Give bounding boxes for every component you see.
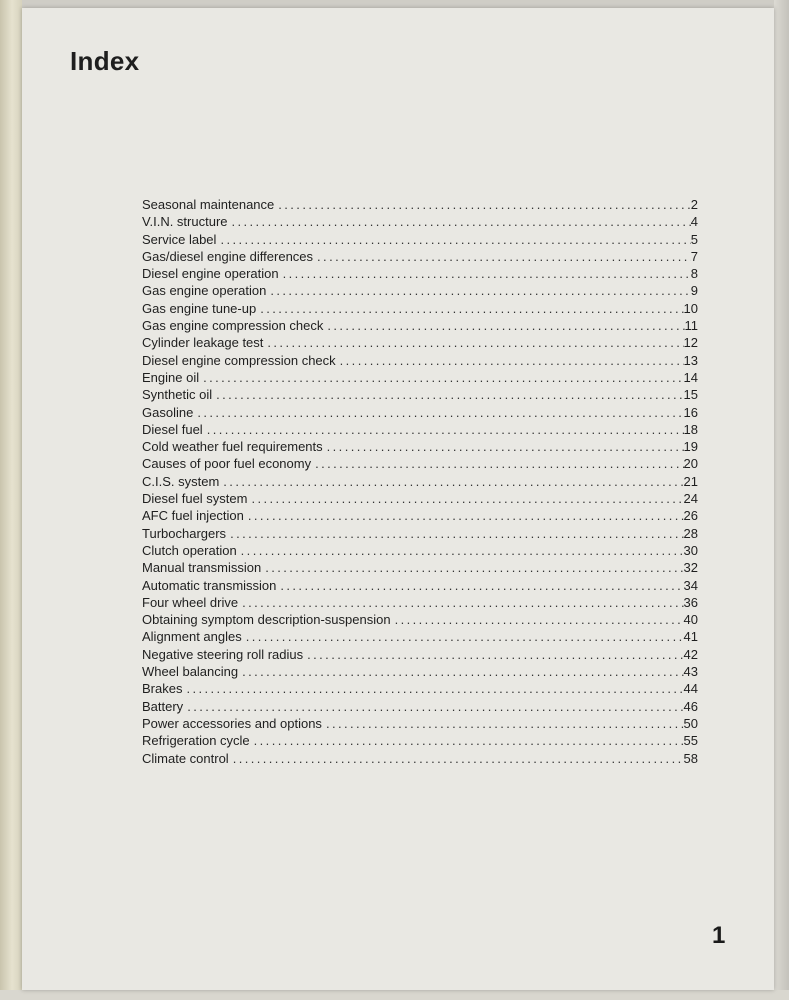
index-entry[interactable]	[142, 421, 698, 438]
index-entry[interactable]	[142, 248, 698, 265]
index-entry-label: Diesel engine compression check	[142, 352, 336, 368]
dot-leader	[220, 231, 690, 248]
index-entry-label: Battery	[142, 698, 184, 714]
index-entry[interactable]	[142, 282, 698, 299]
index-entry-label: Wheel balancing	[142, 664, 239, 680]
index-entry-page: 41	[683, 629, 698, 645]
index-entry[interactable]	[142, 559, 698, 576]
dot-leader	[242, 663, 683, 680]
dot-leader	[278, 196, 691, 213]
index-entry-label: Refrigeration cycle	[142, 733, 250, 749]
index-entry-label: Climate control	[142, 750, 229, 766]
binding-spine	[0, 0, 22, 1000]
index-entry-label: Synthetic oil	[142, 387, 213, 403]
index-entry[interactable]	[142, 594, 698, 611]
dot-leader	[254, 732, 684, 749]
index-entry-page: 42	[683, 646, 698, 662]
dot-leader	[265, 559, 683, 576]
index-entry-label: Seasonal maintenance	[142, 197, 275, 212]
index-entry-page: 28	[683, 525, 698, 541]
index-entry[interactable]	[142, 196, 698, 213]
dot-leader	[223, 473, 683, 490]
index-entry-page: 10	[683, 300, 698, 316]
page-edge-right	[774, 0, 789, 1000]
dot-leader	[203, 369, 683, 386]
index-entry-page: 55	[683, 733, 698, 749]
index-entry-page: 50	[683, 715, 698, 731]
index-entry-label: Diesel engine operation	[142, 266, 279, 282]
index-entry-label: Diesel fuel system	[142, 491, 248, 507]
index-entry-page: 12	[683, 335, 698, 351]
dot-leader	[186, 680, 683, 697]
index-entry-page: 58	[683, 750, 698, 766]
dot-leader	[232, 213, 691, 230]
dot-leader	[197, 404, 683, 421]
index-entry[interactable]	[142, 334, 698, 351]
index-entry-page: 32	[683, 560, 698, 576]
page-title: Index	[70, 46, 140, 76]
dot-leader	[326, 715, 684, 732]
index-entry-label: Alignment angles	[142, 629, 242, 645]
index-entry-page: 34	[683, 577, 698, 593]
dot-leader	[260, 300, 683, 317]
dot-leader	[246, 628, 684, 645]
dot-leader	[317, 248, 691, 265]
index-entry[interactable]	[142, 231, 698, 248]
dot-leader	[187, 698, 683, 715]
index-entry-label: Power accessories and options	[142, 715, 322, 731]
index-entry-page: 26	[683, 508, 698, 524]
index-entry[interactable]	[142, 455, 698, 472]
index-entry[interactable]	[142, 680, 698, 697]
index-entry-label: Diesel fuel	[142, 421, 203, 437]
dot-leader	[327, 317, 684, 334]
index-entry-label: Gas engine compression check	[142, 318, 324, 334]
index-entry-page: 44	[683, 681, 698, 697]
index-entry[interactable]	[142, 300, 698, 317]
index-entry-label: Engine oil	[142, 369, 200, 385]
index-entry[interactable]	[142, 698, 698, 715]
index-entry-label: Obtaining symptom description-suspension	[142, 612, 391, 628]
index-entry-label: Causes of poor fuel economy	[142, 456, 312, 472]
dot-leader	[280, 577, 683, 594]
index-entry[interactable]	[142, 386, 698, 403]
index-entry-label: Cold weather fuel requirements	[142, 439, 323, 455]
dot-leader	[241, 542, 684, 559]
index-entry[interactable]	[142, 213, 698, 230]
index-entry[interactable]	[142, 525, 698, 542]
index-entry-page: 15	[683, 387, 698, 403]
index-entry-page: 24	[683, 491, 698, 507]
index-entry-page: 21	[683, 473, 698, 489]
index-entry-page: 43	[683, 664, 698, 680]
index-entry[interactable]	[142, 663, 698, 680]
dot-leader	[230, 525, 683, 542]
index-entry-page: 7	[690, 248, 698, 264]
index-entry-label: AFC fuel injection	[142, 508, 244, 524]
index-list	[142, 196, 698, 767]
dot-leader	[248, 507, 684, 524]
dot-leader	[251, 490, 683, 507]
index-entry-label: Manual transmission	[142, 560, 262, 576]
index-entry-page: 4	[690, 214, 698, 230]
dot-leader	[315, 455, 683, 472]
index-entry[interactable]	[142, 715, 698, 732]
index-entry[interactable]	[142, 577, 698, 594]
page-edge-bottom	[0, 990, 789, 1000]
index-entry-page: 16	[683, 404, 698, 420]
index-entry-page: 30	[683, 542, 698, 558]
dot-leader	[216, 386, 683, 403]
index-entry-page: 46	[683, 698, 698, 714]
index-entry[interactable]	[142, 542, 698, 559]
index-entry-label: Negative steering roll radius	[142, 646, 304, 662]
index-entry-label: Gas/diesel engine differences	[142, 248, 314, 264]
index-entry-label: Service label	[142, 231, 217, 247]
index-entry-label: Cylinder leakage test	[142, 335, 264, 351]
index-entry[interactable]	[142, 611, 698, 628]
index-entry[interactable]	[142, 438, 698, 455]
index-entry[interactable]	[142, 732, 698, 749]
index-entry-page: 11	[684, 318, 698, 334]
index-entry-label: Turbochargers	[142, 525, 227, 541]
index-entry[interactable]	[142, 265, 698, 282]
index-entry-label: Brakes	[142, 681, 183, 697]
index-entry-page: 5	[690, 231, 698, 247]
index-entry-page: 13	[683, 352, 698, 368]
index-entry[interactable]	[142, 473, 698, 490]
index-entry[interactable]	[142, 317, 698, 334]
dot-leader	[307, 646, 683, 663]
index-entry[interactable]	[142, 750, 698, 767]
index-entry-page: 14	[683, 369, 698, 385]
dot-leader	[242, 594, 683, 611]
index-entry-label: V.I.N. structure	[142, 214, 228, 230]
index-entry-page: 9	[690, 283, 698, 299]
dot-leader	[233, 750, 684, 767]
dot-leader	[207, 421, 684, 438]
index-entry-label: Four wheel drive	[142, 594, 239, 610]
document-page	[22, 8, 774, 990]
index-entry-page: 8	[690, 266, 698, 282]
dot-leader	[267, 334, 683, 351]
page-number: 1	[712, 922, 726, 949]
index-entry-page: 2	[690, 197, 698, 212]
index-entry-label: Gasoline	[142, 404, 194, 420]
index-entry-label: Clutch operation	[142, 542, 237, 558]
dot-leader	[283, 265, 691, 282]
index-entry-page: 36	[683, 594, 698, 610]
index-entry-page: 20	[683, 456, 698, 472]
index-entry[interactable]	[142, 628, 698, 645]
dot-leader	[270, 282, 690, 299]
index-entry-page: 40	[683, 612, 698, 628]
dot-leader	[340, 352, 684, 369]
dot-leader	[327, 438, 684, 455]
index-entry[interactable]	[142, 507, 698, 524]
index-entry-label: Gas engine operation	[142, 283, 267, 299]
index-entry-label: Automatic transmission	[142, 577, 277, 593]
index-entry-page: 18	[683, 421, 698, 437]
index-entry[interactable]	[142, 369, 698, 386]
index-entry[interactable]	[142, 490, 698, 507]
index-entry[interactable]	[142, 352, 698, 369]
index-entry[interactable]	[142, 646, 698, 663]
index-entry-label: C.I.S. system	[142, 473, 220, 489]
index-entry-page: 19	[683, 439, 698, 455]
index-entry[interactable]	[142, 404, 698, 421]
index-entry-label: Gas engine tune-up	[142, 300, 257, 316]
dot-leader	[395, 611, 684, 628]
